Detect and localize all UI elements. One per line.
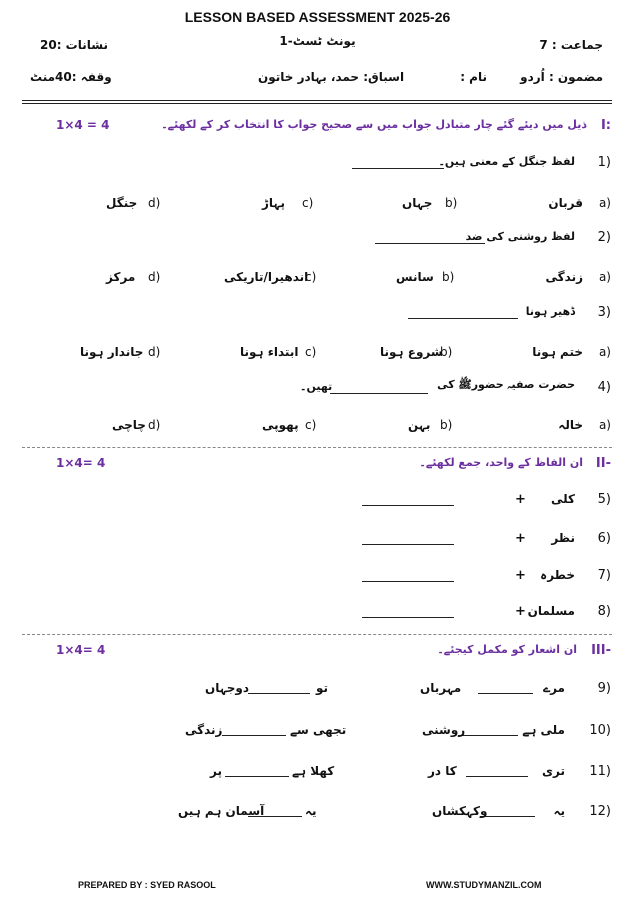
q4-opt-a-letter: a)	[598, 418, 611, 432]
q3-opt-a: ختم ہونا	[532, 345, 583, 359]
q2-number: 2)	[597, 230, 611, 245]
q2-opt-c-letter: c)	[305, 270, 317, 284]
q3-opt-d-letter: d)	[148, 345, 161, 359]
section1-instruction: ذیل میں دیئے گئے چار متبادل جواب میں سے صحیح جواب کا انتخاب کر کے لکھئے۔	[161, 118, 587, 131]
q3-blank	[408, 318, 518, 319]
q6-blank	[362, 544, 454, 545]
q1-opt-d-letter: d)	[148, 196, 161, 210]
q3-opt-c-letter: c)	[305, 345, 317, 359]
q7-plus: +	[515, 568, 526, 583]
name-label: نام :	[460, 70, 487, 84]
section2-numeral: II-	[595, 456, 611, 471]
q3-opt-b: شروع ہونا	[380, 345, 443, 359]
q9-l2: دوجہاں	[205, 681, 250, 695]
q9-r2: مہرباں	[420, 681, 462, 695]
q10-r1: ملی ہے	[522, 723, 565, 737]
q1-opt-c-letter: c)	[302, 196, 314, 210]
q9-number: 9)	[597, 681, 611, 696]
q2-opt-d-letter: d)	[148, 270, 161, 284]
q11-r2: کا در	[428, 764, 457, 778]
q6-plus: +	[515, 531, 526, 546]
q5-number: 5)	[597, 492, 611, 507]
q2-blank	[375, 243, 485, 244]
q11-number: 11)	[589, 764, 611, 779]
section3-instruction: ان اشعار کو مکمل کیجئے۔	[437, 643, 577, 656]
lessons-label: اسباق: حمد، بہادر خاتون	[258, 70, 405, 84]
q3-opt-d: جاندار ہونا	[80, 345, 144, 359]
q11-r1: تری	[542, 764, 565, 778]
q2-opt-b: سانس	[396, 270, 434, 284]
q12-number: 12)	[589, 804, 611, 819]
q7-number: 7)	[597, 568, 611, 583]
marks-label: نشانات :20	[40, 38, 108, 52]
q11-l2: پر	[210, 764, 222, 778]
footer-prepared-by: PREPARED BY : SYED RASOOL	[78, 880, 216, 890]
q5-blank	[362, 505, 454, 506]
section3-numeral: III-	[591, 643, 611, 658]
header-divider	[22, 100, 612, 101]
q3-number: 3)	[597, 305, 611, 320]
q2-opt-a-letter: a)	[598, 270, 611, 284]
q4-opt-d: چاچی	[112, 418, 146, 432]
q10-r2: روشنی	[422, 723, 466, 737]
q8-number: 8)	[597, 604, 611, 619]
q4-opt-c: پھوپی	[262, 418, 299, 432]
class-label: جماعت : 7	[539, 38, 603, 52]
q9-l1: تو	[316, 681, 329, 695]
q7-word: خطرہ	[540, 568, 575, 582]
q8-plus: +	[515, 604, 526, 619]
q2-opt-a: زندگی	[545, 270, 583, 284]
q10-l1: تجھی سے	[290, 723, 347, 737]
q9-blank-left	[248, 693, 310, 694]
q4-opt-d-letter: d)	[148, 418, 161, 432]
q10-number: 10)	[589, 723, 611, 738]
q9-blank-right	[478, 693, 533, 694]
subject-label: مضمون : اُردو	[520, 70, 603, 84]
section2-instruction: ان الفاظ کے واحد، جمع لکھئے۔	[419, 456, 583, 469]
q9-r1: مرے	[543, 681, 565, 695]
q4-opt-c-letter: c)	[305, 418, 317, 432]
q1-blank	[352, 168, 444, 169]
q4-blank	[330, 393, 428, 394]
q10-blank-left	[222, 735, 286, 736]
footer-website[interactable]: WWW.STUDYMANZIL.COM	[426, 880, 542, 890]
q8-word: مسلمان	[527, 604, 575, 618]
header-divider-2	[22, 103, 612, 104]
section1-marks: 1×4 = 4	[56, 118, 110, 132]
q2-opt-c: اندھیرا/تاریکی	[224, 270, 309, 284]
section-divider-1	[22, 447, 612, 448]
q4-opt-b-letter: b)	[440, 418, 453, 432]
q12-l2: آسمان ہم ہیں	[178, 804, 265, 818]
q3-opt-b-letter: b)	[440, 345, 453, 359]
q2-text: لفظ روشنی کی ضد	[465, 230, 575, 243]
q4-opt-b: بہن	[408, 418, 431, 432]
q12-r1: یہ	[553, 804, 565, 818]
q11-blank-right	[466, 776, 528, 777]
q2-opt-b-letter: b)	[442, 270, 455, 284]
q3-opt-c: ابتداء ہونا	[240, 345, 299, 359]
test-name: یونٹ ٹسٹ-1	[279, 34, 356, 48]
time-label: وقفہ :40منٹ	[30, 70, 112, 84]
q1-opt-b: جہاں	[402, 196, 433, 210]
q3-text: ڈھیر ہونا	[525, 305, 575, 318]
q1-opt-a-letter: a)	[598, 196, 611, 210]
q1-opt-b-letter: b)	[445, 196, 458, 210]
page-title: LESSON BASED ASSESSMENT 2025-26	[184, 9, 451, 25]
section2-marks: 1×4= 4	[56, 456, 106, 470]
q12-l1: یہ	[305, 804, 317, 818]
q7-blank	[362, 581, 454, 582]
section1-numeral: I:	[600, 118, 611, 133]
q1-text: لفظ جنگل کے معنی ہیں۔	[438, 155, 575, 168]
q4-number: 4)	[597, 380, 611, 395]
q1-opt-a: قربان	[548, 196, 583, 210]
section-divider-2	[22, 634, 612, 635]
section3-marks: 1×4= 4	[56, 643, 106, 657]
q3-opt-a-letter: a)	[598, 345, 611, 359]
q12-r2: وکہکشاں	[432, 804, 488, 818]
q6-word: نظر	[551, 531, 575, 545]
q1-opt-d: جنگل	[106, 196, 138, 210]
q2-opt-d: مرکز	[106, 270, 136, 284]
q10-blank-right	[458, 735, 518, 736]
q4-text-after: تھیں۔	[300, 380, 333, 393]
q6-number: 6)	[597, 531, 611, 546]
q1-opt-c: پہاڑ	[262, 196, 285, 210]
q4-opt-a: خالہ	[558, 418, 583, 432]
q1-number: 1)	[597, 155, 611, 170]
q8-blank	[362, 617, 454, 618]
q11-blank-left	[225, 776, 289, 777]
q10-l2: زندگی	[185, 723, 223, 737]
q5-word: کلی	[550, 492, 575, 506]
q5-plus: +	[515, 492, 526, 507]
q4-text-before: حضرت صفیہ حضورﷺ کی	[437, 378, 575, 391]
q11-l1: کھلا ہے	[292, 764, 335, 778]
q12-blank-right	[480, 816, 535, 817]
